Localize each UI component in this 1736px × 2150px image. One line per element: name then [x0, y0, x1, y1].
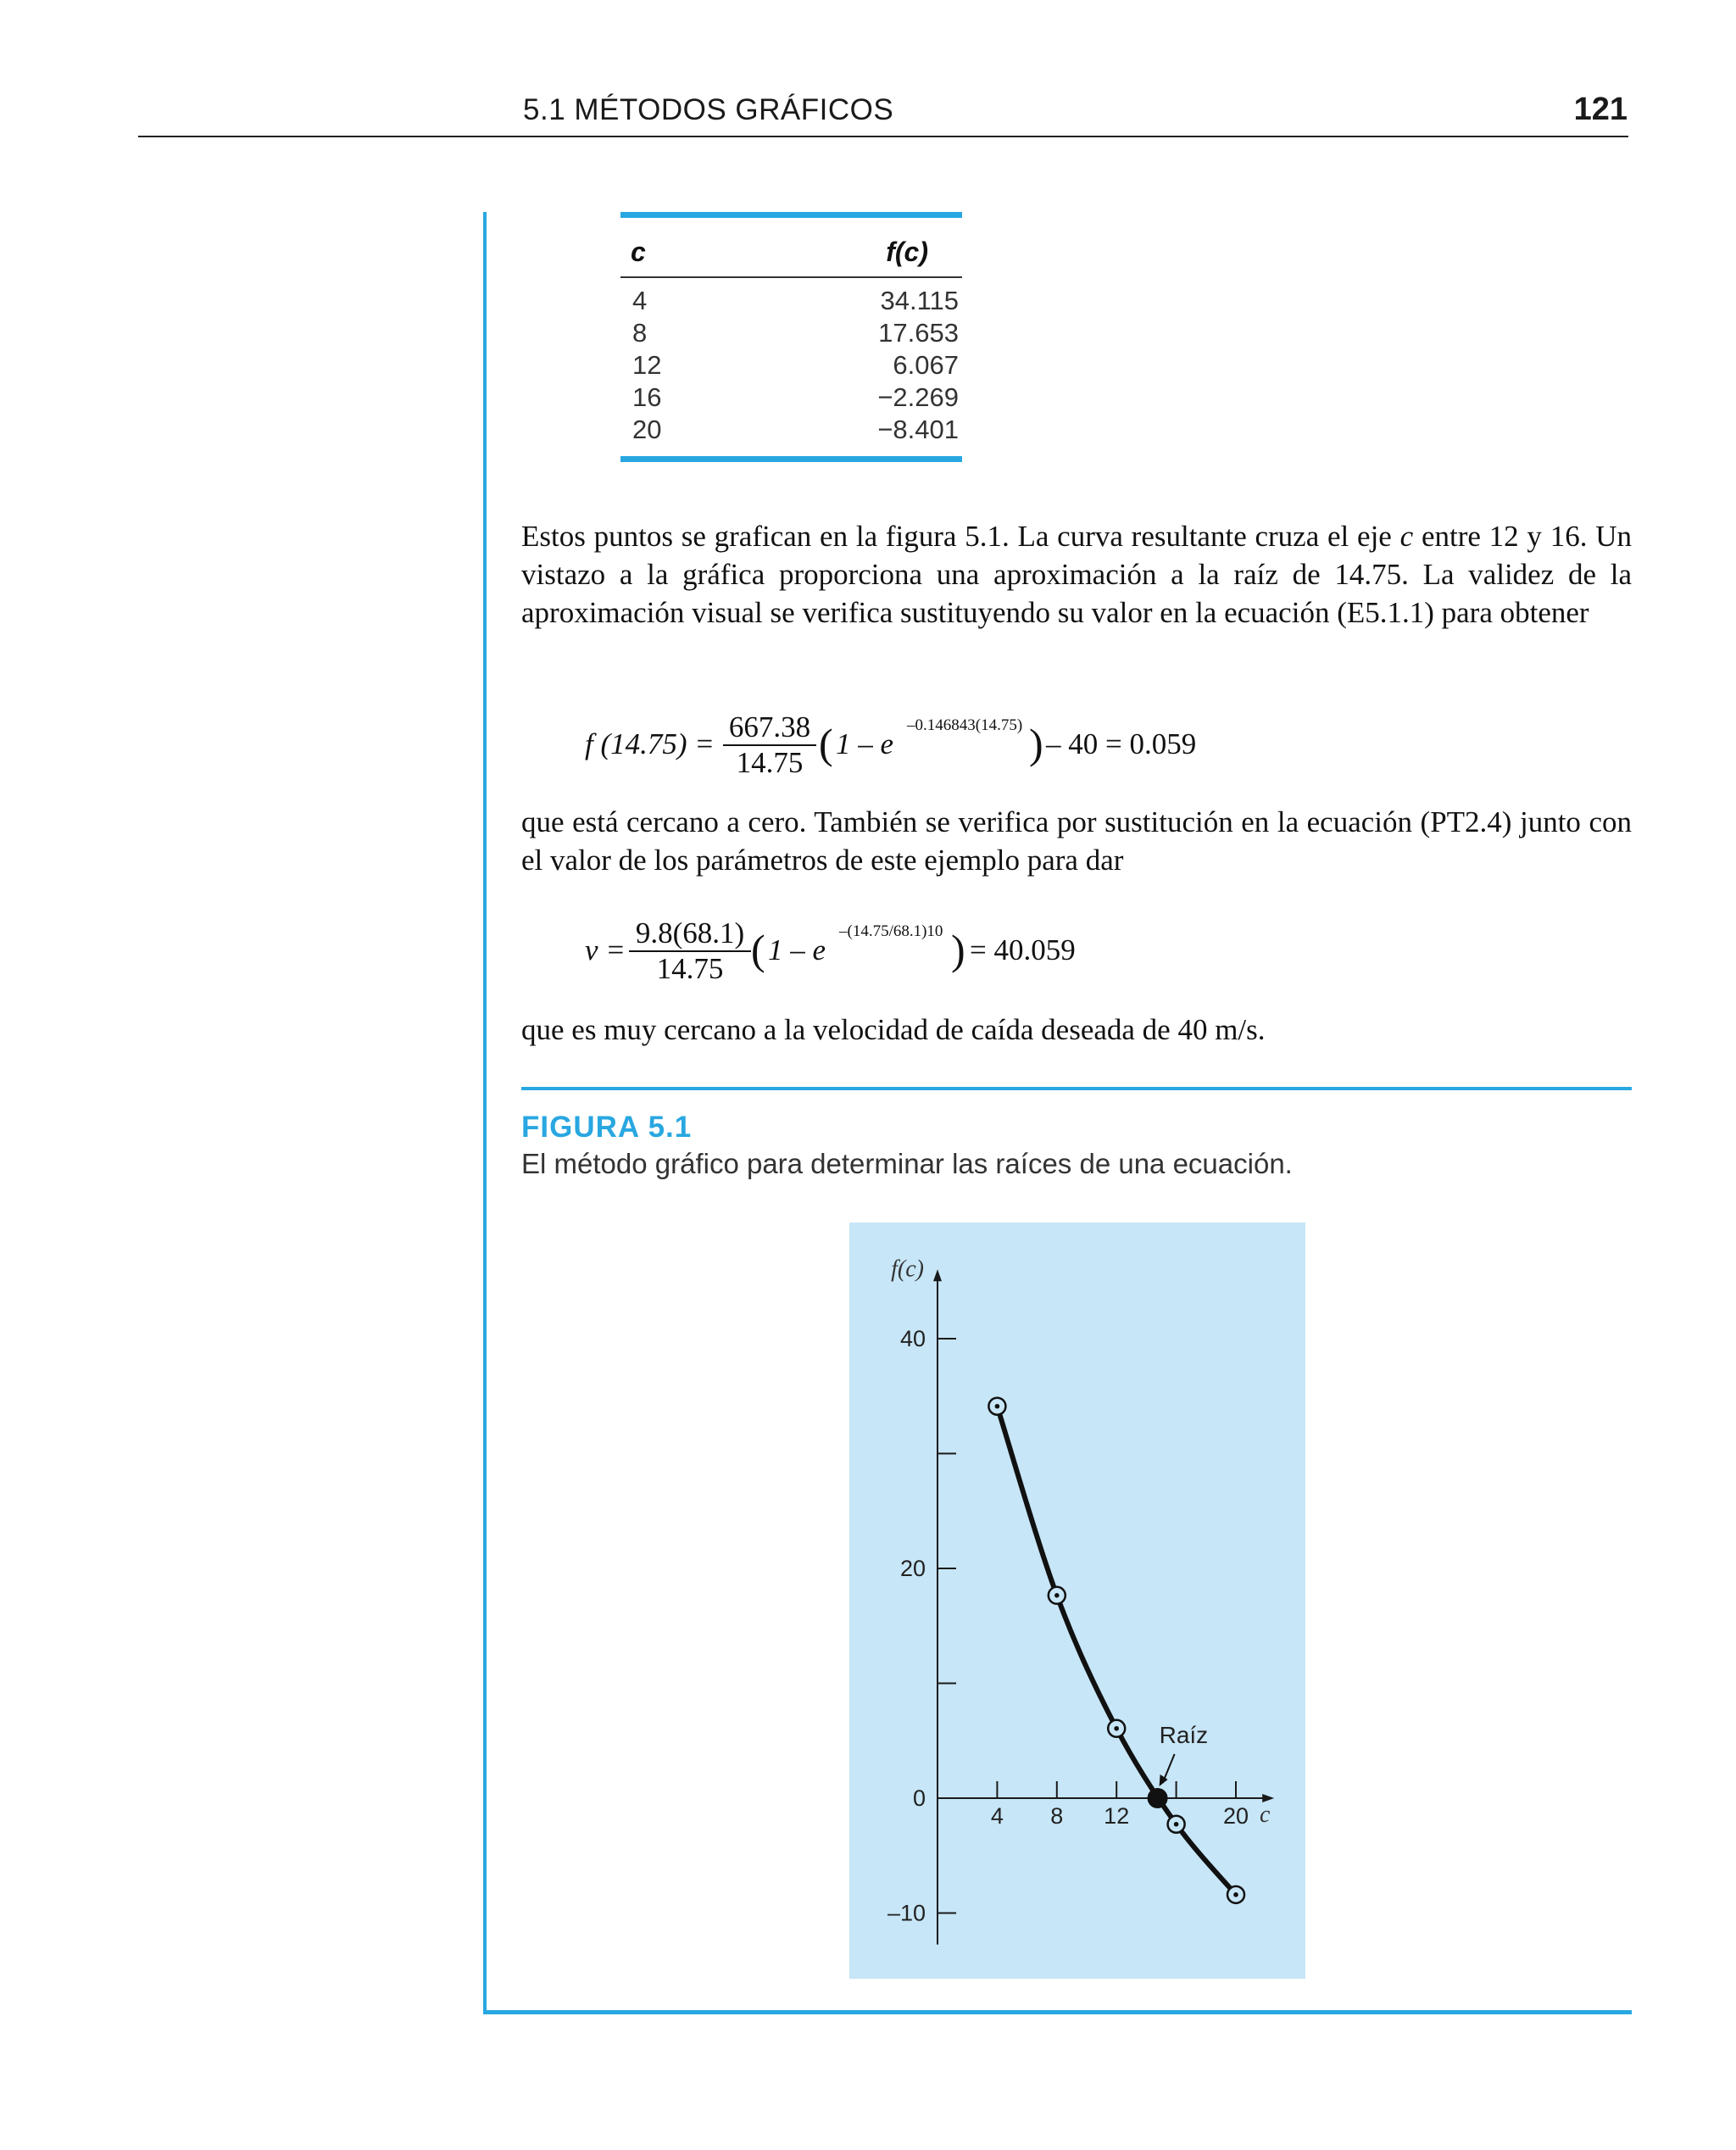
table-header-c: c	[631, 237, 646, 267]
eq2-one-minus-e	[768, 933, 826, 967]
table-cell-fc: −2.269	[877, 382, 959, 412]
eq1-paren-close: )	[1029, 720, 1043, 767]
eq1-fraction	[723, 710, 816, 780]
table-cell-fc: 17.653	[878, 318, 959, 348]
eq1-lhs: f (14.75) =	[585, 727, 715, 760]
table-cell-c: 12	[632, 350, 662, 380]
eq2-paren-close: )	[951, 926, 965, 973]
table-cell-c: 16	[632, 382, 662, 412]
data-point-center	[1174, 1822, 1179, 1827]
table-row	[620, 382, 962, 414]
x-tick-label: 20	[1222, 1803, 1249, 1829]
eq1-one-minus-e-text: 1 – e	[836, 727, 894, 760]
left-accent-bar	[483, 212, 487, 2014]
data-point-center	[1054, 1593, 1060, 1598]
table-body	[620, 278, 962, 446]
eq1-paren-open: (	[819, 720, 833, 767]
eq2-rhs: = 40.059	[970, 933, 1076, 966]
eq1-one-minus-e	[836, 727, 893, 761]
table-row	[620, 285, 962, 317]
data-point-center	[1233, 1892, 1238, 1897]
table-row	[620, 414, 962, 446]
eq1-denominator: 14.75	[736, 746, 804, 779]
y-tick-label: 20	[899, 1556, 926, 1581]
eq1-numerator: 667.38	[728, 710, 811, 744]
eq2-fraction	[629, 916, 751, 986]
x-tick-label: 4	[990, 1803, 1004, 1829]
eq1-exponent: –0.146843(14.75)	[907, 716, 1023, 734]
table-bottom-rule	[620, 456, 962, 462]
y-tick-label: –10	[887, 1900, 926, 1926]
para1-variable-c: c	[1399, 520, 1414, 553]
eq2-numerator: 9.8(68.1)	[635, 916, 745, 950]
running-header-section: 5.1 MÉTODOS GRÁFICOS	[523, 93, 894, 126]
root-marker	[1148, 1788, 1168, 1808]
equation-1	[585, 712, 1348, 797]
body-paragraph-1	[521, 517, 1632, 632]
figure-title: FIGURA 5.1	[521, 1111, 693, 1144]
chart-panel	[849, 1223, 1305, 1979]
y-tick-label: 40	[899, 1326, 926, 1351]
data-point-center	[1114, 1726, 1119, 1731]
eq2-one-minus-e-text: 1 – e	[768, 933, 826, 966]
eq1-rhs: – 40 = 0.059	[1046, 727, 1197, 760]
para1-text-a: Estos puntos se grafican en la figura 5.1. La curva resultante cruza el eje	[521, 520, 1400, 553]
body-paragraph-3: que es muy cercano a la velocidad de caída deseada de 40 m/s.	[521, 1013, 1266, 1046]
table-cell-fc: −8.401	[877, 415, 959, 444]
equation-2	[585, 918, 1348, 1003]
eq2-paren-open: (	[751, 926, 765, 973]
table-header	[620, 218, 962, 278]
header-rule	[138, 136, 1628, 137]
figure-caption: El método gráfico para determinar las raíces de una ecuación.	[521, 1148, 1293, 1179]
table-cell-c: 4	[632, 286, 648, 315]
figure-rule	[521, 1087, 1632, 1090]
data-point-center	[995, 1404, 1000, 1409]
table-cell-c: 20	[632, 415, 662, 444]
table-row	[620, 317, 962, 349]
table-top-rule	[620, 212, 962, 218]
body-paragraph-2: que está cercano a cero. También se verifica por sustitución en la ecuación (PT2.4) junto con el valor de los parámetros de este ejemplo para dar	[521, 805, 1632, 877]
root-label: Raíz	[1159, 1722, 1209, 1748]
bottom-accent-rule	[483, 2010, 1632, 2014]
table-cell-fc: 6.067	[893, 350, 959, 380]
x-tick-label: 8	[1050, 1803, 1064, 1829]
root-pointer-arrowhead	[1160, 1774, 1168, 1786]
values-table	[620, 212, 962, 462]
table-header-fc: f(c)	[886, 237, 928, 267]
para1-text-b: entre 12 y 16. Un vistazo a la gráfica proporciona una aproximación a la raíz de 14.75. La validez de la aproximación visual se verifica sustituyendo su valor en la ecuación (E5.1.1) para obtener	[521, 520, 1632, 629]
table-cell-c: 8	[632, 318, 648, 348]
y-axis-label: f(c)	[891, 1256, 924, 1283]
eq2-exponent: –(14.75/68.1)10	[839, 922, 943, 940]
x-tick-label: 12	[1104, 1803, 1130, 1829]
table-cell-fc: 34.115	[880, 286, 959, 315]
x-axis-label: c	[1260, 1802, 1271, 1828]
table-row	[620, 349, 962, 382]
page-number: 121	[1573, 92, 1628, 127]
y-axis-arrow	[933, 1269, 942, 1281]
y-tick-label: 0	[912, 1785, 926, 1811]
eq2-lhs: v =	[585, 933, 626, 966]
eq2-denominator: 14.75	[656, 952, 724, 985]
root-chart	[849, 1223, 1305, 1979]
